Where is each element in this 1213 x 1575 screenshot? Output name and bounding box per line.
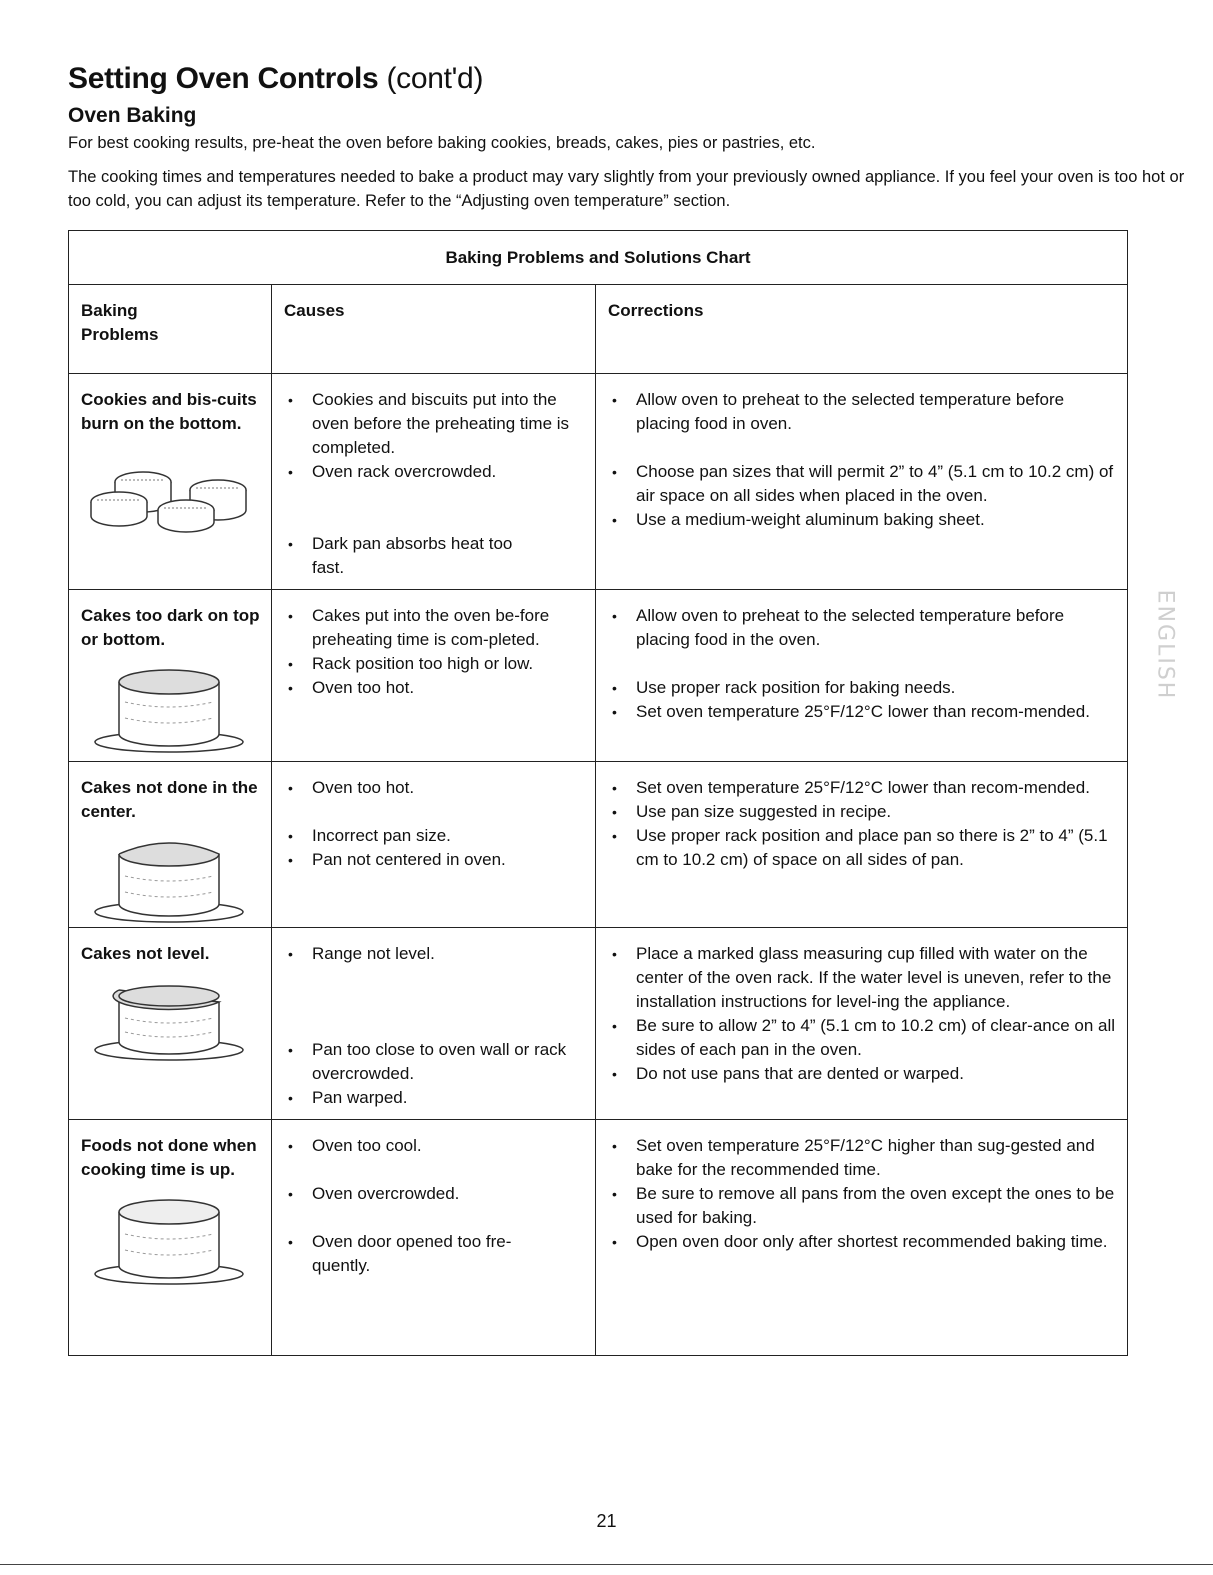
table-row bbox=[69, 762, 1128, 928]
cause-item: • Oven door opened too fre-quently. bbox=[286, 1230, 585, 1278]
causes-cell bbox=[272, 762, 596, 928]
chart-caption: Baking Problems and Solutions Chart bbox=[69, 231, 1128, 285]
causes-cell bbox=[272, 1120, 596, 1356]
baking-problems-chart bbox=[68, 230, 1128, 1356]
causes-cell bbox=[272, 590, 596, 762]
corrections-cell bbox=[596, 928, 1128, 1120]
correction-item: • Do not use pans that are dented or warped. bbox=[610, 1062, 1117, 1086]
causes-cell bbox=[272, 374, 596, 590]
causes-cell bbox=[272, 928, 596, 1120]
cause-item: • Cakes put into the oven be-fore preheating time is com-pleted. bbox=[286, 604, 585, 652]
correction-item: • Use proper rack position and place pan so there is 2” to 4” (5.1 cm to 10.2 cm) of space on all sides of pan. bbox=[610, 824, 1117, 872]
corrections-cell bbox=[596, 762, 1128, 928]
cause-item: • Oven rack overcrowded. bbox=[286, 460, 585, 484]
cause-item: • Oven overcrowded. bbox=[286, 1182, 585, 1206]
cause-item: • Range not level. bbox=[286, 942, 585, 966]
correction-item: • Choose pan sizes that will permit 2” to 4” (5.1 cm to 10.2 cm) of air space on all sides when placed in the oven. bbox=[610, 460, 1117, 508]
cause-item: • Dark pan absorbs heat too fast. bbox=[286, 532, 585, 580]
table-row bbox=[69, 1120, 1128, 1356]
page-title-text: Setting Oven Controls bbox=[68, 62, 379, 95]
correction-item: • Use pan size suggested in recipe. bbox=[610, 800, 1117, 824]
problem-cell bbox=[69, 1120, 272, 1356]
problem-title: Foods not done when cooking time is up. bbox=[81, 1136, 257, 1179]
correction-item: • Allow oven to preheat to the selected temperature before placing food in oven. bbox=[610, 388, 1117, 436]
cake-illustration bbox=[81, 660, 256, 755]
problem-title: Cakes too dark on top or bottom. bbox=[81, 606, 260, 649]
cause-item: • Rack position too high or low. bbox=[286, 652, 585, 676]
cookies-illustration bbox=[81, 444, 256, 539]
problem-cell bbox=[69, 762, 272, 928]
problem-title: Cookies and bis-cuits burn on the bottom. bbox=[81, 390, 257, 433]
page-title-suffix: (cont'd) bbox=[386, 62, 484, 95]
problem-title: Cakes not level. bbox=[81, 944, 210, 963]
problem-cell bbox=[69, 928, 272, 1120]
language-side-tab bbox=[1150, 575, 1180, 715]
problem-title: Cakes not done in the center. bbox=[81, 778, 258, 821]
correction-item: • Use a medium-weight aluminum baking sheet. bbox=[610, 508, 1117, 532]
page-number: 21 bbox=[596, 1511, 617, 1531]
correction-item: • Set oven temperature 25°F/12°C lower than recom-mended. bbox=[610, 700, 1117, 724]
intro-paragraph-1: For best cooking results, pre-heat the oven before baking cookies, breads, cakes, pies or pastries, etc. bbox=[68, 134, 816, 152]
cause-item: • Oven too cool. bbox=[286, 1134, 585, 1158]
table-row bbox=[69, 590, 1128, 762]
correction-item: • Be sure to remove all pans from the oven except the ones to be used for baking. bbox=[610, 1182, 1117, 1230]
correction-item: • Place a marked glass measuring cup filled with water on the center of the oven rack. If the water level is uneven, refer to the installation instructions for level-ing the appliance. bbox=[610, 942, 1117, 1014]
table-row bbox=[69, 374, 1128, 590]
page-title bbox=[68, 62, 483, 96]
cause-item: • Pan warped. bbox=[286, 1086, 585, 1110]
column-header-corrections: Corrections bbox=[596, 285, 1128, 374]
cake-illustration bbox=[81, 832, 256, 924]
cake-illustration bbox=[81, 1190, 256, 1290]
problem-cell bbox=[69, 374, 272, 590]
language-side-tab-label: ENGLISH bbox=[1152, 589, 1178, 701]
cause-item: • Incorrect pan size. bbox=[286, 824, 585, 848]
table-row bbox=[69, 928, 1128, 1120]
cause-item: • Cookies and biscuits put into the oven before the preheating time is completed. bbox=[286, 388, 585, 460]
correction-item: • Set oven temperature 25°F/12°C higher than sug-gested and bake for the recommended time. bbox=[610, 1134, 1117, 1182]
correction-item: • Allow oven to preheat to the selected temperature before placing food in the oven. bbox=[610, 604, 1117, 652]
corrections-cell bbox=[596, 590, 1128, 762]
cause-item: • Oven too hot. bbox=[286, 676, 585, 700]
correction-item: • Be sure to allow 2” to 4” (5.1 cm to 10.2 cm) of clear-ance on all sides of each pan in the oven. bbox=[610, 1014, 1117, 1062]
cause-item: • Pan not centered in oven. bbox=[286, 848, 585, 872]
column-header-problems: Baking Problems bbox=[69, 285, 272, 374]
cause-item: • Pan too close to oven wall or rack overcrowded. bbox=[286, 1038, 585, 1086]
correction-item: • Set oven temperature 25°F/12°C lower than recom-mended. bbox=[610, 776, 1117, 800]
cake-illustration bbox=[81, 974, 256, 1064]
cause-item: • Oven too hot. bbox=[286, 776, 585, 800]
intro-paragraph-2: The cooking times and temperatures needed to bake a product may vary slightly from your previously owned appliance. If you feel your oven is too hot or too cold, you can adjust its temperature. Refer to the “Adjusting oven temperature” section. bbox=[68, 168, 1185, 210]
corrections-cell bbox=[596, 1120, 1128, 1356]
problem-cell bbox=[69, 590, 272, 762]
correction-item: • Open oven door only after shortest recommended baking time. bbox=[610, 1230, 1117, 1254]
bottom-divider bbox=[0, 1564, 1213, 1565]
corrections-cell bbox=[596, 374, 1128, 590]
section-heading: Oven Baking bbox=[68, 104, 197, 127]
column-header-causes: Causes bbox=[272, 285, 596, 374]
correction-item: • Use proper rack position for baking needs. bbox=[610, 676, 1117, 700]
